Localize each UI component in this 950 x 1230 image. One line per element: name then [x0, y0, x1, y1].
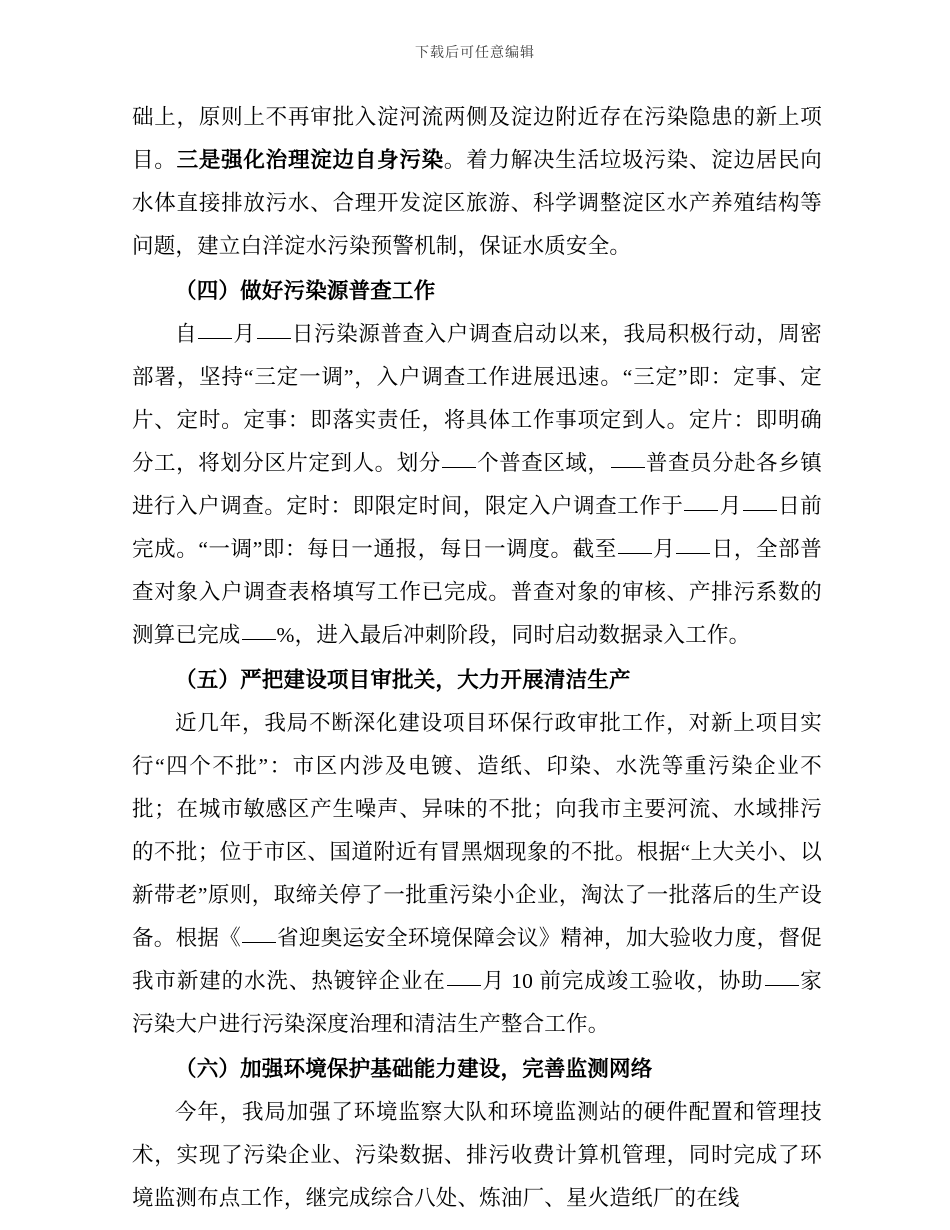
text-run: 月 — [233, 322, 256, 346]
section-heading-six: （六）加强环境保护基础能力建设，完善监测网络 — [175, 1057, 653, 1081]
page-header-watermark: 下载后可任意编辑 — [415, 46, 535, 61]
text-run: 近几年，我局不断深化建设项目环保行政审批工作，对新上项目实行“四个不批”：市区内涉及电镀、造纸、印染、水洗等重污染企业不批；在城市敏感区产生噪声、异味的不批；向我市主要河流、水域排污的不批；位于市区、国道附近有冒黑烟现象的不批。根据“上大关小、以新带老”原则，取缔关停了一批重污染小企业，淘汰了一批落后的生产设备。根据《 — [132, 711, 822, 950]
text-run: %，进入最后冲刺阶段，同时启动数据录入工作。 — [276, 623, 751, 647]
text-run: 月 10 前完成竣工验收，协助 — [481, 969, 764, 993]
paragraph-continued — [132, 96, 822, 268]
text-run: 今年，我局加强了环境监察大队和环境监测站的硬件配置和管理技术，实现了污染企业、污染数据、排污收费计算机管理，同时完成了环境监测布点工作，继完成综合八处、炼油厂、星火造纸厂的在线 — [132, 1100, 822, 1210]
fill-blank — [743, 510, 777, 511]
fill-blank — [618, 553, 652, 554]
text-run: 日污染源普查入户调查启动以来，我局积极行动，周密部署，坚持“三定一调”，入户调查工作进展迅速。“三定”即：定事、定片、定时。定事：即落实责任，将具体工作事项定到人。定片：即明确分工，将划分区片定到人。划分 — [132, 322, 822, 475]
fill-blank — [447, 985, 481, 986]
document-body — [132, 96, 822, 1220]
fill-blank — [765, 985, 799, 986]
text-run: 月 — [719, 494, 742, 518]
fill-blank — [257, 338, 291, 339]
text-run: 础上，原则上不再审批入淀河流两侧及淀边附近存在污染隐患的新上项目。 — [132, 105, 822, 172]
paragraph-section-five — [132, 702, 822, 1046]
fill-blank — [684, 510, 718, 511]
fill-blank — [676, 553, 710, 554]
text-run-bold: 三是强化治理淀边自身污染 — [176, 148, 444, 172]
section-heading-five: （五）严把建设项目审批关，大力开展清洁生产 — [175, 668, 631, 692]
text-run: 家污染大户进行污染深度治理和清洁生产整合工作。 — [132, 969, 822, 1036]
fill-blank — [242, 942, 276, 943]
fill-blank — [611, 467, 645, 468]
text-run: 日前完成。“一调”即：每日一通报，每日一调度。截至 — [132, 494, 822, 561]
section-heading-four: （四）做好污染源普查工作 — [175, 279, 436, 303]
paragraph-section-six — [132, 1091, 822, 1220]
text-run: 省迎奥运安全环境保障会议》精神，加大验收力度，督促我市新建的水洗、热镀锌企业在 — [132, 926, 822, 993]
text-run: 个普查区域， — [476, 451, 610, 475]
fill-blank — [242, 639, 276, 640]
text-run: 。着力解决生活垃圾污染、淀边居民向水体直接排放污水、合理开发淀区旅游、科学调整淀区水产养殖结构等问题，建立白洋淀水污染预警机制，保证水质安全。 — [132, 148, 823, 258]
fill-blank — [198, 338, 232, 339]
text-run: 日，全部普查对象入户调查表格填写工作已完成。普查对象的审核、产排污系数的测算已完成 — [132, 537, 822, 647]
fill-blank — [442, 467, 476, 468]
text-run: 自 — [175, 322, 198, 346]
text-run: 月 — [652, 537, 676, 561]
text-run: 普查员分赴各乡镇进行入户调查。定时：即限定时间，限定入户调查工作于 — [132, 451, 822, 518]
paragraph-section-four — [132, 313, 822, 657]
